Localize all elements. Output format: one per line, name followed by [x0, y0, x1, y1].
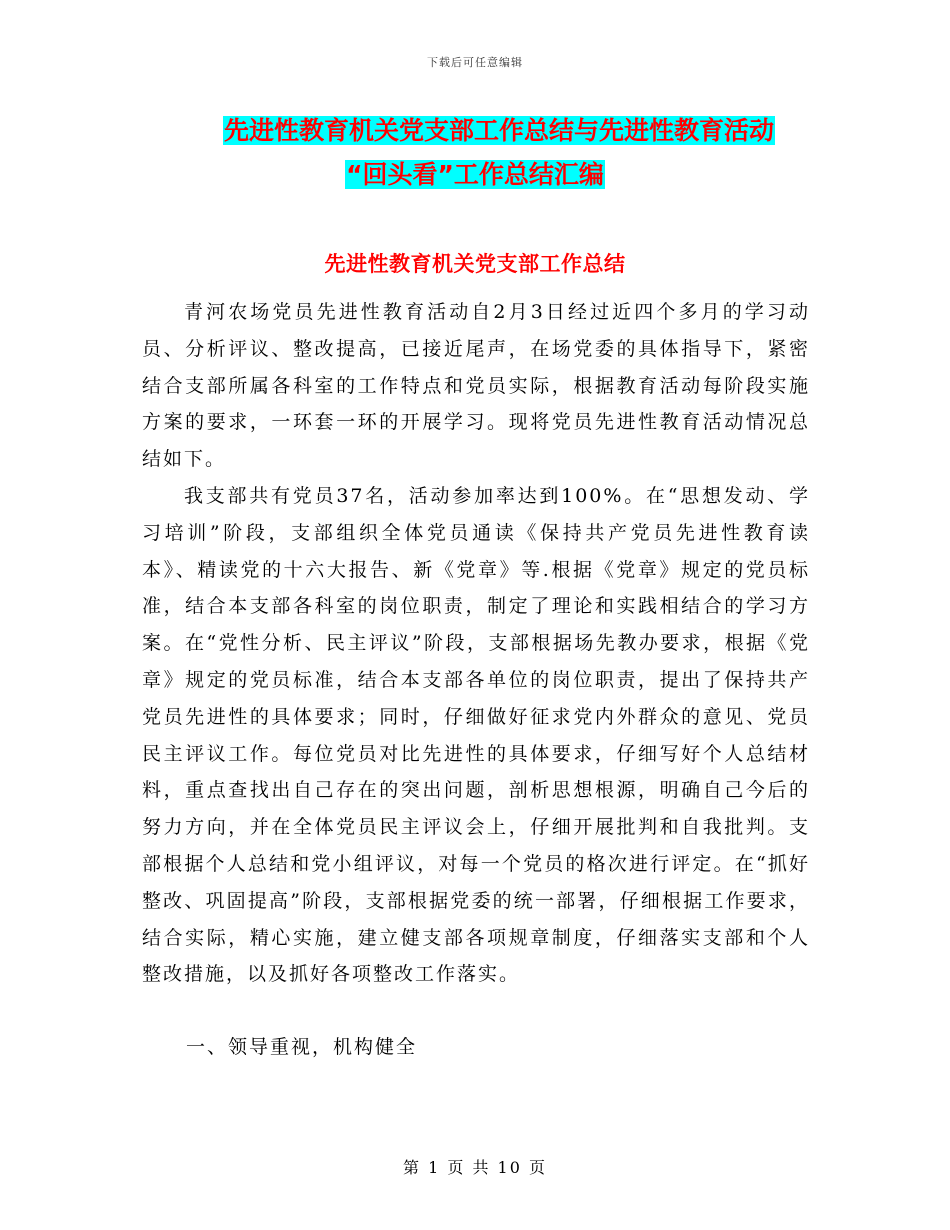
section-title: 先进性教育机关党支部工作总结 — [324, 252, 626, 276]
section-heading: 一、领导重视，机构健全 — [186, 1036, 418, 1058]
header-note: 下载后可任意编辑 — [427, 56, 523, 69]
paragraph-1: 青河农场党员先进性教育活动自2月3日经过近四个多月的学习动员、分析评议、整改提高，已接近尾声，在场党委的具体指导下，紧密结合支部所属各科室的工作特点和党员实际，根据教育活动每阶段实施方案的要求，一环套一环的开展学习。现将党员先进性教育活动情况总结如下。 — [142, 301, 810, 471]
body-text — [142, 294, 810, 993]
paragraph-2: 我支部共有党员37名，活动参加率达到100%。在“思想发动、学习培训”阶段，支部组织全体党员通读《保持共产党员先进性教育读本》、精读党的十六大报告、新《党章》等.根据《党章》规定的党员标准，结合本支部各科室的岗位职责，制定了理论和实践相结合的学习方案。在“党性分析、民主评议”阶段，支部根据场先教办要求，根据《党章》规定的党员标准，结合本支部各单位的岗位职责，提出了保持共产党员先进性的具体要求；同时，仔细做好征求党内外群众的意见、党员民主评议工作。每位党员对比先进性的具体要求，仔细写好个人总结材料，重点查找出自己存在的突出问题，剖析思想根源，明确自己今后的努力方向，并在全体党员民主评议会上，仔细开展批判和自我批判。支部根据个人总结和党小组评议，对每一个党员的格次进行评定。在“抓好整改、巩固提高”阶段，支部根据党委的统一部署，仔细根据工作要求，结合实际，精心实施，建立健支部各项规章制度，仔细落实支部和个人整改措施，以及抓好各项整改工作落实。 — [142, 484, 810, 986]
document-title-line-2 — [0, 158, 950, 192]
document-title-line-1-text: 先进性教育机关党支部工作总结与先进性教育活动 — [223, 116, 774, 145]
document-title-line-1 — [0, 114, 950, 148]
document-title-line-2-text: “回头看”工作总结汇编 — [346, 160, 604, 189]
page-footer: 第 1 页 共 10 页 — [403, 1158, 547, 1177]
